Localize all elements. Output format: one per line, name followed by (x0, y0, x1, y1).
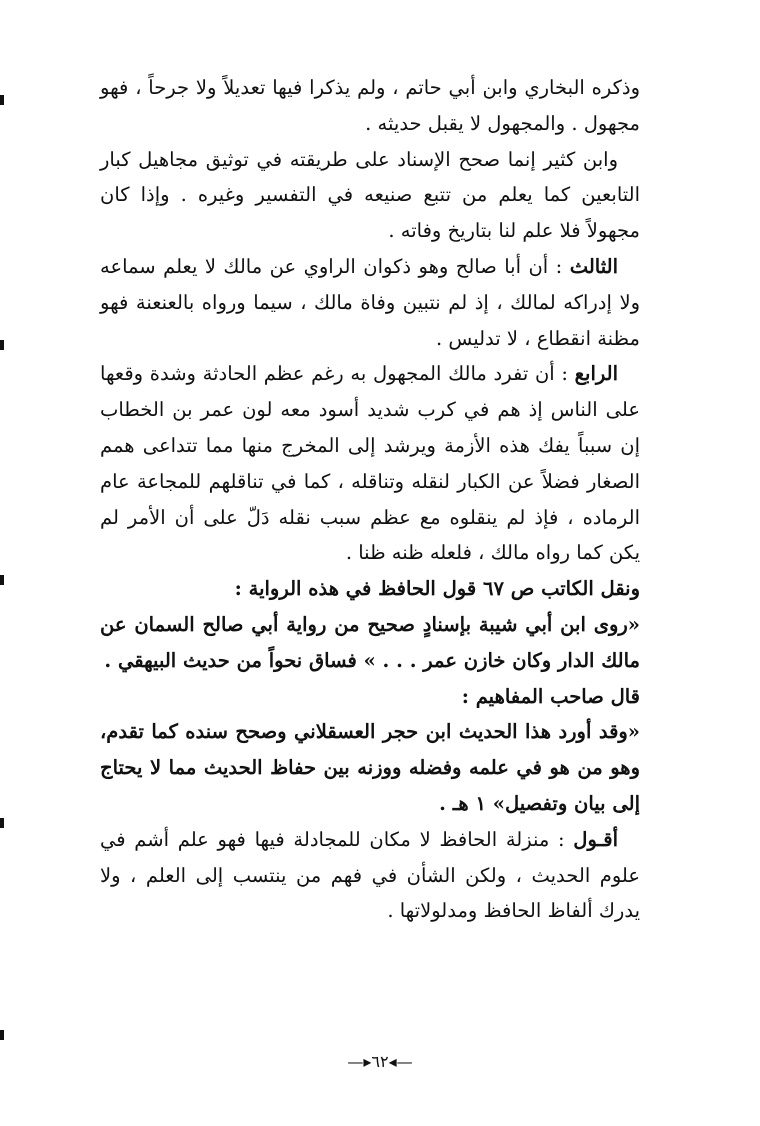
paragraph: وابن كثير إنما صحح الإسناد على طريقته في توثيق مجاهيل كبار التابعين كما يعلم من تتبع صنيعه في التفسير وغيره . وإذا كان مجهولاً فلا علم لنا بتاريخ وفاته . (100, 147, 640, 243)
paragraph: وذكره البخاري وابن أبي حاتم ، ولم يذكرا فيها تعديلاً ولا جرحاً ، فهو مجهول . والمجهول لا يقبل حديثه . (100, 76, 640, 135)
margin-mark (0, 1030, 4, 1040)
paragraph-lead: الثالث (569, 254, 618, 278)
paragraph-lead: الرابع (574, 362, 618, 386)
ornament-icon: —◂ (388, 1052, 413, 1071)
page-body (100, 70, 640, 929)
paragraph: ونقل الكاتب ص ٦٧ قول الحافظ في هذه الرواية : (234, 577, 640, 601)
margin-mark (0, 575, 4, 585)
paragraph-lead: أقـول (573, 827, 618, 851)
margin-mark (0, 818, 4, 828)
page-number: —◂٦٢▸— (347, 1052, 413, 1071)
paragraph: الثالث : أن أبا صالح وهو ذكوان الراوي عن مالك لا يعلم سماعه ولا إدراكه لمالك ، إذ لم نتبين وفاة مالك ، سيما ورواه بالعنعنة فهو مظنة انقطاع ، لا تدليس . (100, 254, 640, 350)
margin-mark (0, 340, 4, 350)
quote-paragraph: «روى ابن أبي شيبة بإسنادٍ صحيح من رواية أبي صالح السمان عن مالك الدار وكان خازن عمر . . . » فساق نحواً من حديث البيهقي . (100, 612, 640, 672)
quote-paragraph: «وقد أورد هذا الحديث ابن حجر العسقلاني وصحح سنده كما تقدم، وهو من هو في علمه وفضله ووزنه بين حفاظ الحديث مما لا يحتاج إلى بيان وتفصيل» ١ هـ . (100, 720, 640, 815)
paragraph: الرابع : أن تفرد مالك المجهول به رغم عظم الحادثة وشدة وقعها على الناس إذ هم في كرب شديد أسود معه لون عمر بن الخطاب إن سبباً يفك هذه الأزمة ويرشد إلى المخرج منها مما تتداعى همم الصغار فضلاً عن الكبار لنقله وتناقله ، كما في تناقلهم للمجاعة عام الرماده ، فإذ لم ينقلوه مع عظم سبب نقله دَلّ على أن الأمر لم يكن كما رواه مالك ، فلعله ظنه ظنا . (100, 362, 640, 565)
paragraph: أقـول : منزلة الحافظ لا مكان للمجادلة فيها فهو علم أشم في علوم الحديث ، ولكن الشأن في فهم من ينتسب إلى العلم ، ولا يدرك ألفاظ الحافظ ومدلولاتها . (100, 827, 640, 923)
paragraph: قال صاحب المفاهيم : (461, 684, 640, 708)
ornament-icon: ▸— (347, 1052, 372, 1071)
margin-mark (0, 95, 4, 105)
